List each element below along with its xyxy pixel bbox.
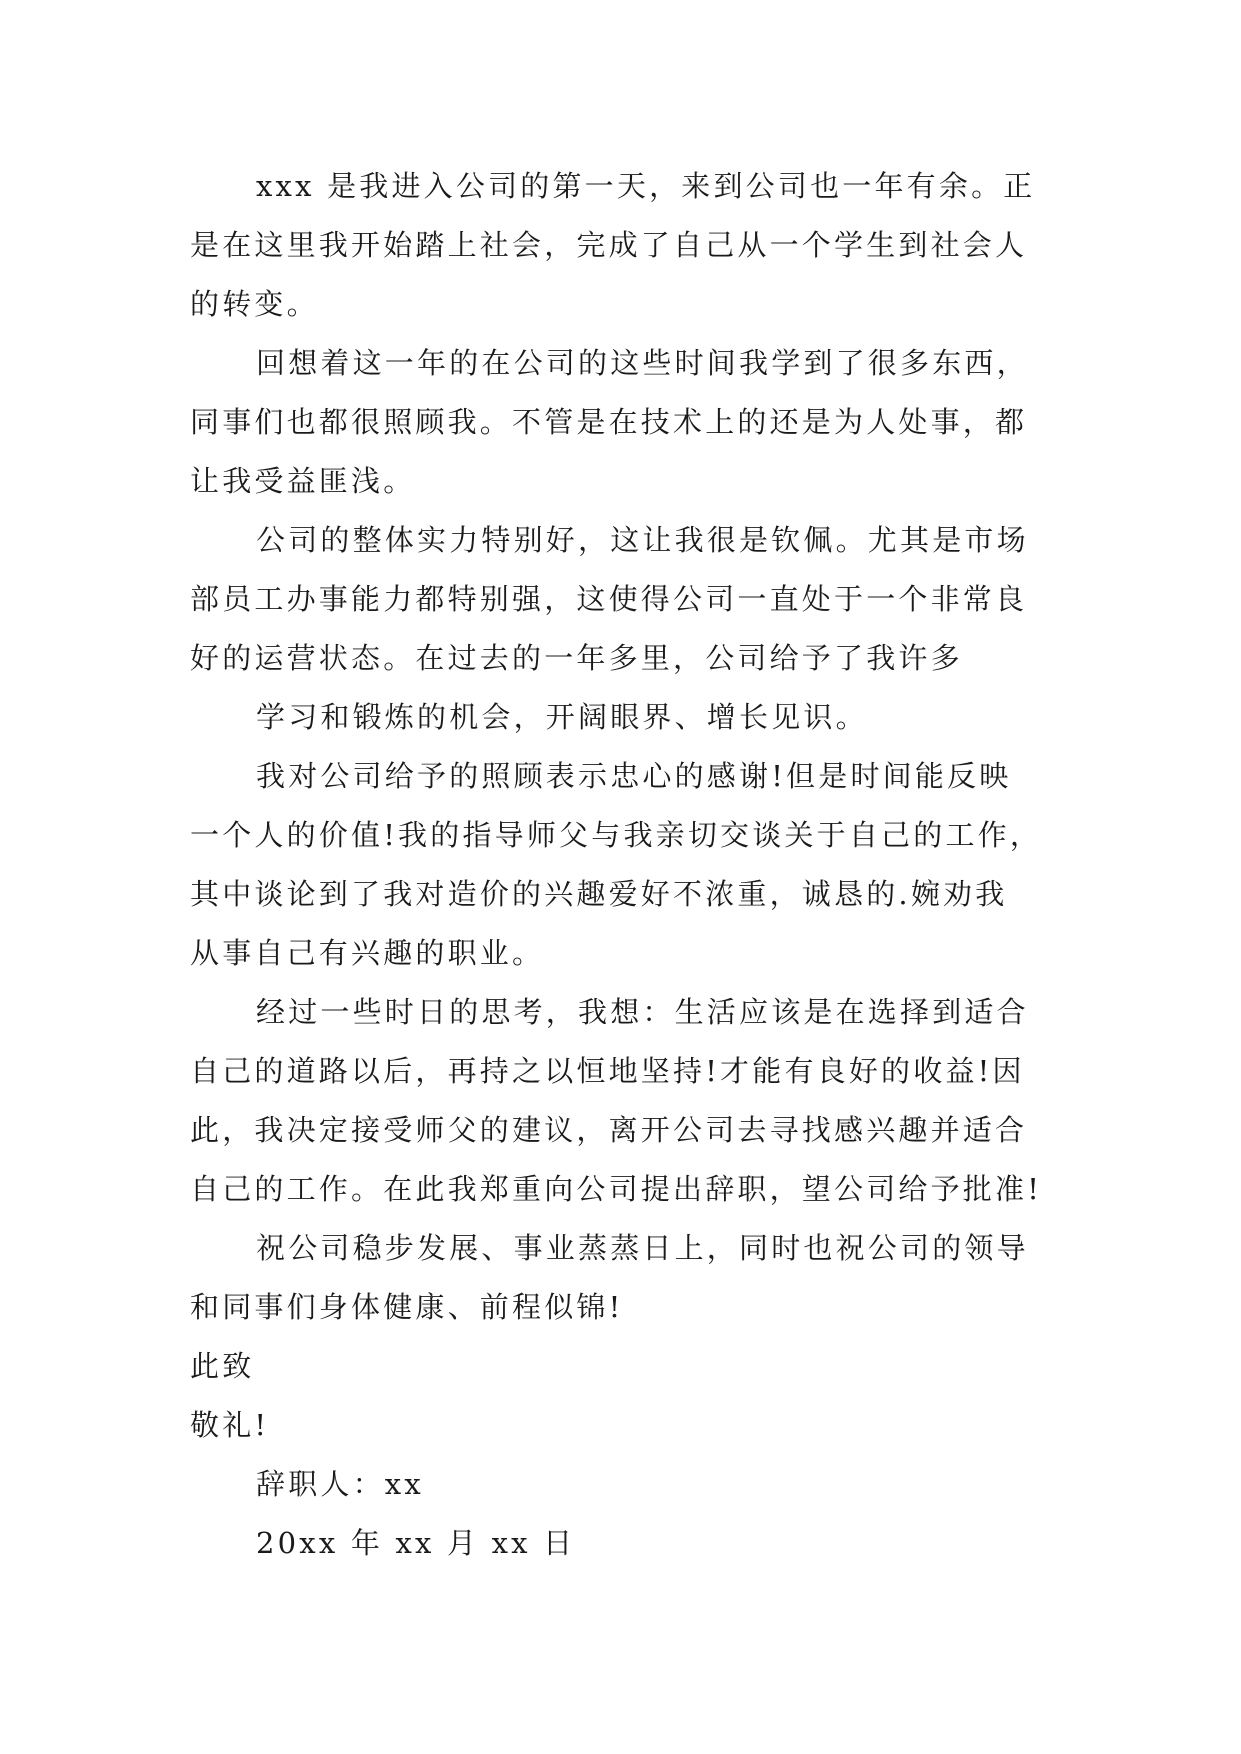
- paragraph-2-line-1: 回想着这一年的在公司的这些时间我学到了很多东西，: [256, 346, 1029, 380]
- paragraph-1-line-2: 是在这里我开始踏上社会，完成了自己从一个学生到社会人: [190, 228, 1028, 262]
- signature-line: 辞职人：xx: [256, 1467, 424, 1501]
- paragraph-5-line-2: 自己的道路以后，再持之以恒地坚持!才能有良好的收益!因: [190, 1054, 1025, 1088]
- paragraph-4-line-1: 我对公司给予的照顾表示忠心的感谢!但是时间能反映: [256, 759, 1012, 793]
- paragraph-5-line-3: 此，我决定接受师父的建议，离开公司去寻找感兴趣并适合: [190, 1113, 1028, 1147]
- paragraph-4-line-4: 从事自己有兴趣的职业。: [190, 936, 545, 970]
- paragraph-5-line-4: 自己的工作。在此我郑重向公司提出辞职，望公司给予批准!: [190, 1172, 1043, 1206]
- paragraph-2-line-3: 让我受益匪浅。: [190, 464, 416, 498]
- paragraph-4-line-3: 其中谈论到了我对造价的兴趣爱好不浓重，诚恳的.婉劝我: [190, 877, 1008, 911]
- paragraph-3-line-4: 学习和锻炼的机会，开阔眼界、增长见识。: [256, 700, 868, 734]
- paragraph-6-line-1: 祝公司稳步发展、事业蒸蒸日上，同时也祝公司的领导: [256, 1231, 1029, 1265]
- paragraph-3-line-2: 部员工办事能力都特别强，这使得公司一直处于一个非常良: [190, 582, 1028, 616]
- date-line: 20xx 年 xx 月 xx 日: [256, 1526, 576, 1560]
- closing-salutation: 此致: [190, 1349, 255, 1383]
- paragraph-2-line-2: 同事们也都很照顾我。不管是在技术上的还是为人处事，都: [190, 405, 1028, 439]
- paragraph-3-line-1: 公司的整体实力特别好，这让我很是钦佩。尤其是市场: [256, 523, 1029, 557]
- paragraph-5-line-1: 经过一些时日的思考，我想：生活应该是在选择到适合: [256, 995, 1029, 1029]
- paragraph-3-line-3: 好的运营状态。在过去的一年多里，公司给予了我许多: [190, 641, 963, 675]
- paragraph-6-line-2: 和同事们身体健康、前程似锦!: [190, 1290, 624, 1324]
- paragraph-1-line-1: xxx 是我进入公司的第一天，来到公司也一年有余。正: [256, 169, 1036, 203]
- paragraph-1-line-3: 的转变。: [190, 287, 319, 321]
- closing-regards: 敬礼!: [190, 1408, 270, 1442]
- paragraph-4-line-2: 一个人的价值!我的指导师父与我亲切交谈关于自己的工作，: [190, 818, 1043, 852]
